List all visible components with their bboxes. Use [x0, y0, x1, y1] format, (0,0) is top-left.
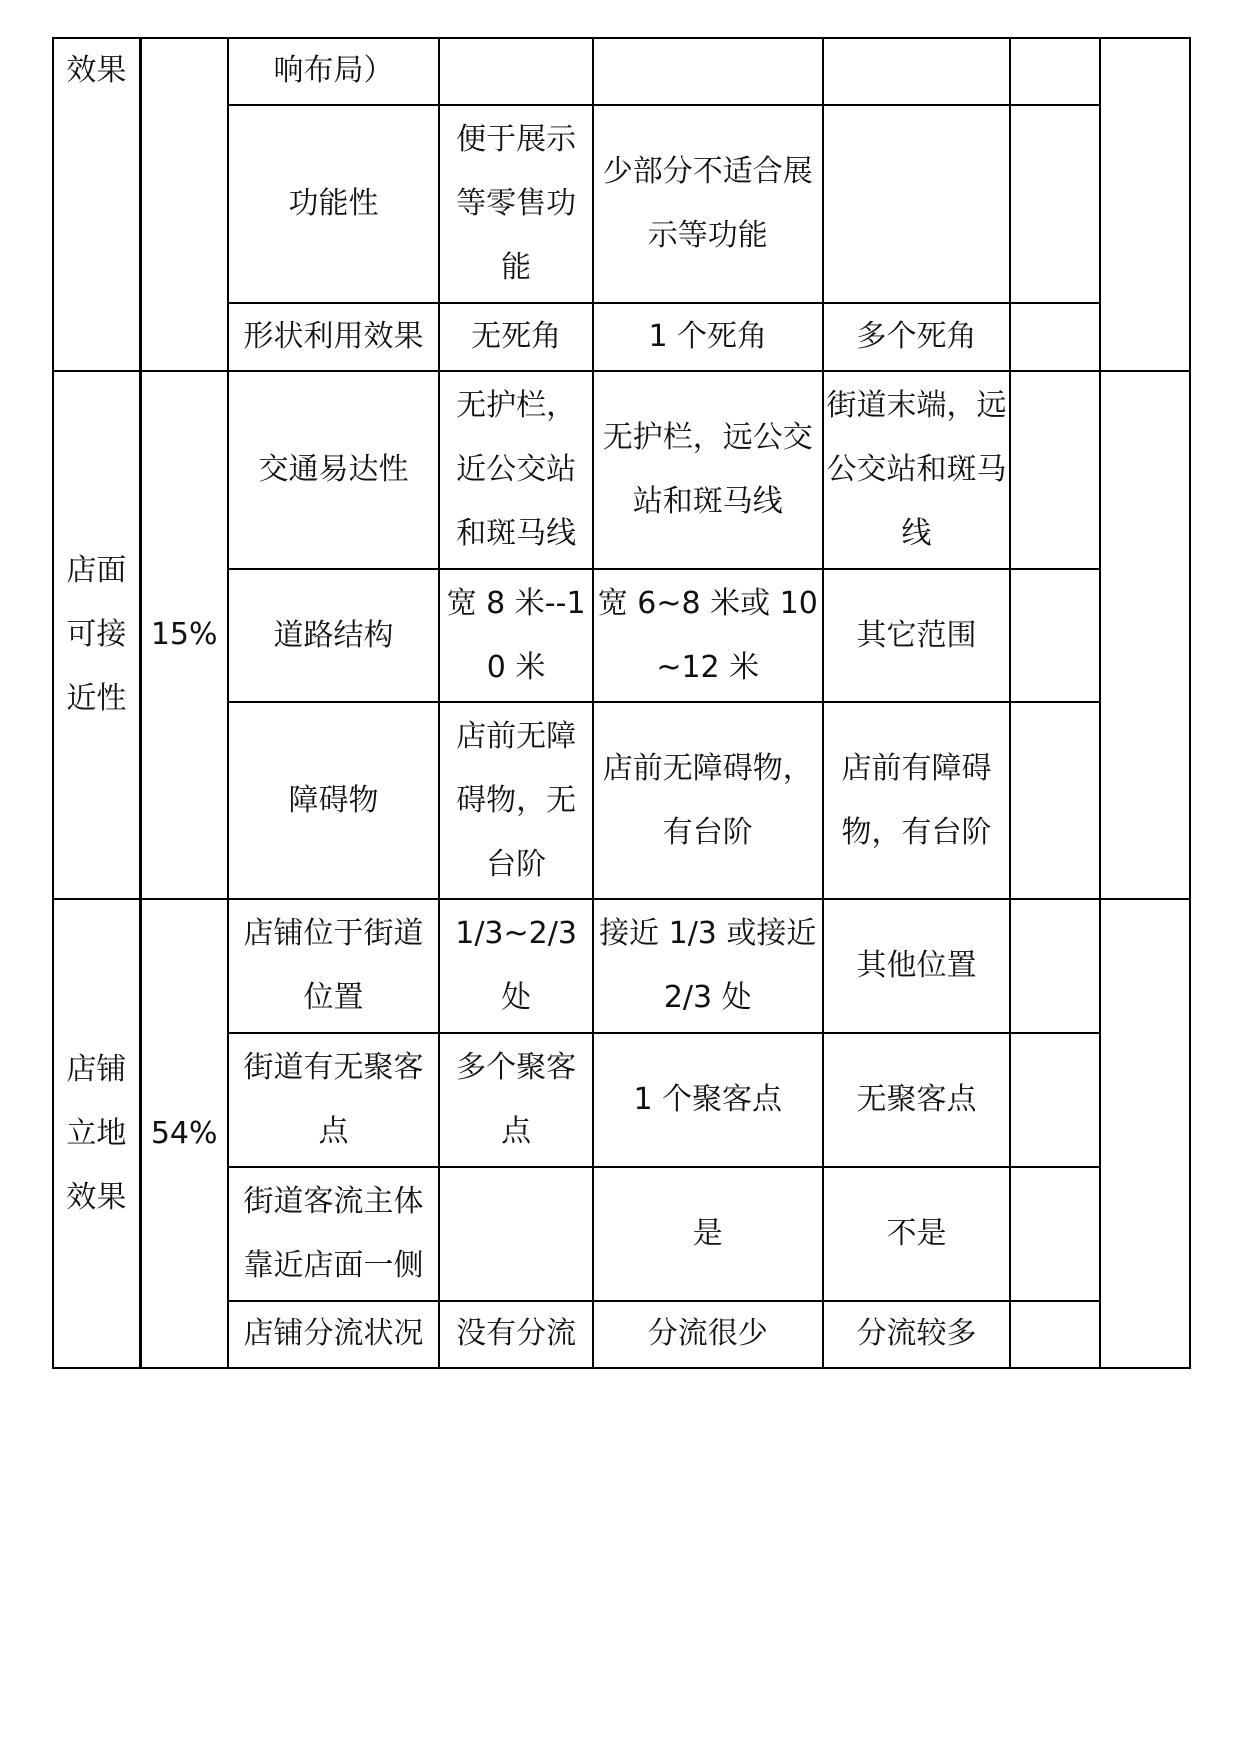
- criteria-cell: [439, 38, 593, 105]
- criteria-cell: 其它范围: [823, 569, 1011, 703]
- score-cell: [1010, 1167, 1099, 1301]
- criteria-cell: 店前有障碍物，有台阶: [823, 702, 1011, 899]
- criteria-cell: 分流很少: [593, 1301, 823, 1368]
- criteria-cell: 是: [593, 1167, 823, 1301]
- criteria-cell: [593, 38, 823, 105]
- indicator-cell: 街道有无聚客点: [228, 1033, 440, 1167]
- criteria-cell: 1 个死角: [593, 303, 823, 370]
- score-cell: [1010, 899, 1099, 1033]
- criteria-cell: 无护栏，近公交站和斑马线: [439, 371, 593, 569]
- weight-cell: 54%: [140, 899, 227, 1368]
- criteria-cell: 宽 6~8 米或 10~12 米: [593, 569, 823, 703]
- weight-cell: [140, 38, 227, 371]
- criteria-cell: 1 个聚客点: [593, 1033, 823, 1167]
- criteria-cell: [823, 38, 1011, 105]
- criteria-cell: [823, 105, 1011, 303]
- criteria-cell: 店前无障碍物，有台阶: [593, 702, 823, 899]
- criteria-cell: 无死角: [439, 303, 593, 370]
- criteria-cell: 多个死角: [823, 303, 1011, 370]
- evaluation-table: [52, 37, 1191, 1369]
- score-cell: [1010, 38, 1099, 105]
- category-cell: 店面可接近性: [53, 371, 140, 900]
- criteria-cell: 无聚客点: [823, 1033, 1011, 1167]
- indicator-cell: 街道客流主体靠近店面一侧: [228, 1167, 440, 1301]
- indicator-cell: 响布局）: [228, 38, 440, 105]
- criteria-cell: 街道末端，远公交站和斑马线: [823, 371, 1011, 569]
- score-cell: [1010, 371, 1099, 569]
- section-total-cell: [1100, 899, 1190, 1368]
- criteria-cell: 其他位置: [823, 899, 1011, 1033]
- criteria-cell: 多个聚客点: [439, 1033, 593, 1167]
- score-cell: [1010, 702, 1099, 899]
- score-cell: [1010, 1301, 1099, 1368]
- section-total-cell: [1100, 371, 1190, 900]
- criteria-cell: 宽 8 米--10 米: [439, 569, 593, 703]
- weight-cell: 15%: [140, 371, 227, 900]
- table-row: [53, 899, 1190, 1033]
- criteria-cell: 不是: [823, 1167, 1011, 1301]
- indicator-cell: 形状利用效果: [228, 303, 440, 370]
- score-cell: [1010, 569, 1099, 703]
- criteria-cell: 接近 1/3 或接近 2/3 处: [593, 899, 823, 1033]
- category-cell: 效果: [53, 38, 140, 371]
- criteria-cell: 分流较多: [823, 1301, 1011, 1368]
- indicator-cell: 道路结构: [228, 569, 440, 703]
- table-row: [53, 38, 1190, 105]
- criteria-cell: 便于展示等零售功能: [439, 105, 593, 303]
- indicator-cell: 店铺分流状况: [228, 1301, 440, 1368]
- criteria-cell: [439, 1167, 593, 1301]
- section-total-cell: [1100, 38, 1190, 371]
- score-cell: [1010, 1033, 1099, 1167]
- category-cell: 店铺立地效果: [53, 899, 140, 1368]
- criteria-cell: 没有分流: [439, 1301, 593, 1368]
- score-cell: [1010, 303, 1099, 370]
- criteria-cell: 无护栏，远公交站和斑马线: [593, 371, 823, 569]
- criteria-cell: 店前无障碍物，无台阶: [439, 702, 593, 899]
- indicator-cell: 店铺位于街道位置: [228, 899, 440, 1033]
- indicator-cell: 交通易达性: [228, 371, 440, 569]
- indicator-cell: 功能性: [228, 105, 440, 303]
- indicator-cell: 障碍物: [228, 702, 440, 899]
- table-row: [53, 371, 1190, 569]
- score-cell: [1010, 105, 1099, 303]
- criteria-cell: 1/3~2/3 处: [439, 899, 593, 1033]
- criteria-cell: 少部分不适合展示等功能: [593, 105, 823, 303]
